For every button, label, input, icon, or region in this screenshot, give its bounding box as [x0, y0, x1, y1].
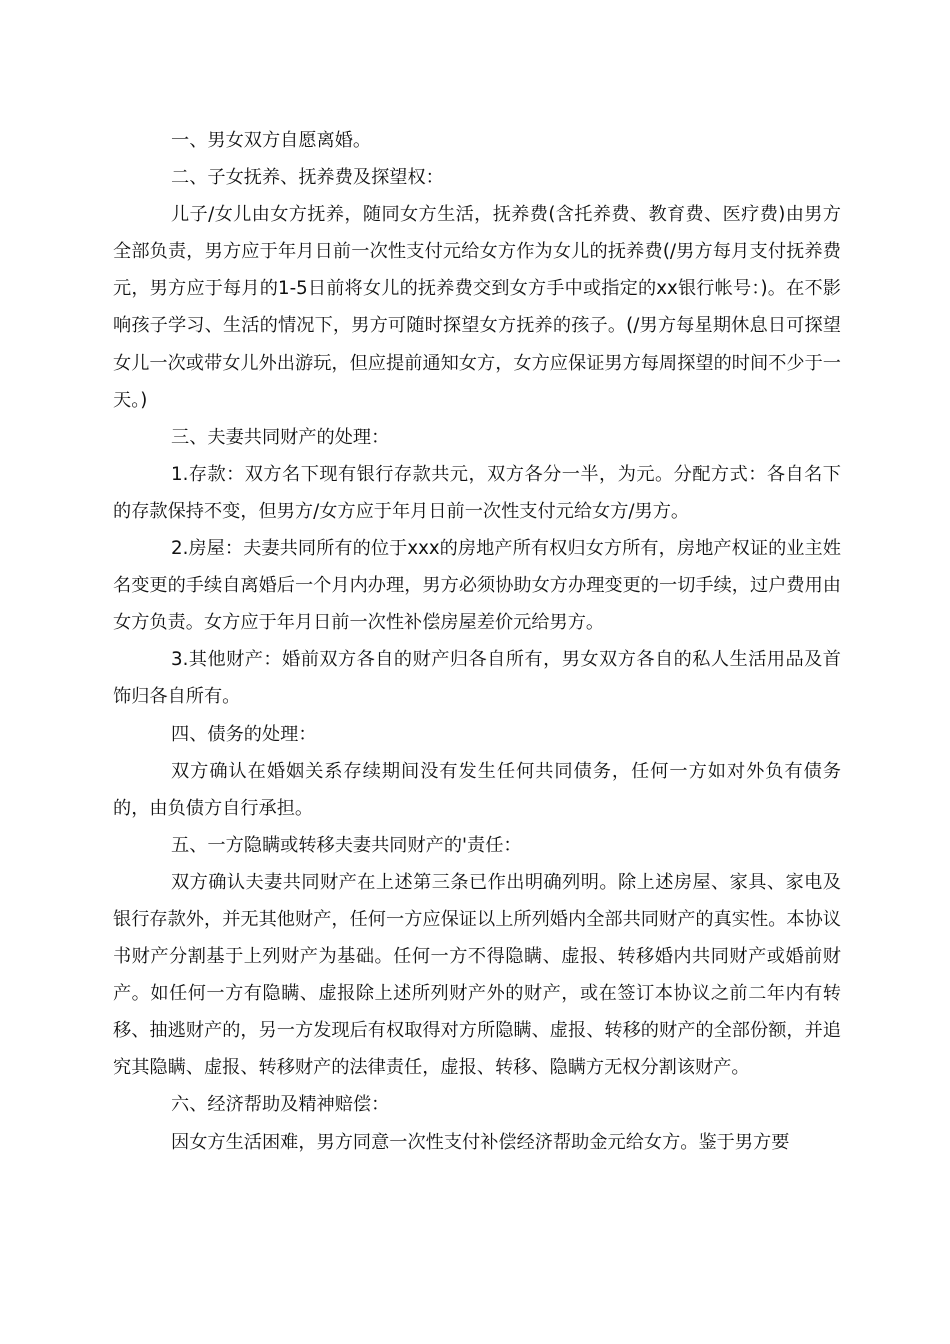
section-heading-concealment-liability: 五、一方隐瞒或转移夫妻共同财产的'责任：	[171, 834, 522, 856]
section-heading-joint-property: 三、夫妻共同财产的处理：	[171, 426, 390, 448]
paragraph-house: 2.房屋：夫妻共同所有的位于xxx的房地产所有权归女方所有，房地产权证的业主姓名变更的手续自离婚后一个月内办理，男方必须协助女方办理变更的一切手续，过户费用由女方负责。女方应于年月日前一次性补偿房屋差价元给男方。	[113, 538, 841, 634]
paragraph-other-property: 3.其他财产：婚前双方各自的财产归各自所有，男女双方各自的私人生活用品及首饰归各自所有。	[113, 649, 841, 708]
section-heading-economic-help: 六、经济帮助及精神赔偿：	[171, 1094, 390, 1116]
paragraph-concealment: 双方确认夫妻共同财产在上述第三条已作出明确列明。除上述房屋、家具、家电及银行存款外，并无其他财产，任何一方应保证以上所列婚内全部共同财产的真实性。本协议书财产分割基于上列财产为基础。任何一方不得隐瞒、虚报、转移婚内共同财产或婚前财产。如任何一方有隐瞒、虚报除上述所列财产外的财产，或在签订本协议之前二年内有转移、抽逃财产的，另一方发现后有权取得对方所隐瞒、虚报、转移的财产的全部份额，并追究其隐瞒、虚报、转移财产的法律责任，虚报、转移、隐瞒方无权分割该财产。	[113, 871, 841, 1079]
section-heading-child-custody: 二、子女抚养、抚养费及探望权：	[171, 167, 444, 189]
section-heading-voluntary-divorce: 一、男女双方自愿离婚。	[171, 130, 372, 151]
paragraph-economic-help: 因女方生活困难，男方同意一次性支付补偿经济帮助金元给女方。鉴于男方要	[171, 1131, 790, 1153]
document-body	[113, 122, 841, 1161]
section-heading-debts: 四、债务的处理：	[171, 723, 317, 745]
paragraph-debts: 双方确认在婚姻关系存续期间没有发生任何共同债务，任何一方如对外负有债务的，由负债方自行承担。	[113, 760, 841, 819]
paragraph-child-support: 儿子/女儿由女方抚养，随同女方生活，抚养费(含托养费、教育费、医疗费)由男方全部负责，男方应于年月日前一次性支付元给女方作为女儿的抚养费(/男方每月支付抚养费元，男方应于每月的1-5日前将女儿的抚养费交到女方手中或指定的xx银行帐号：)。在不影响孩子学习、生活的情况下，男方可随时探望女方抚养的孩子。(/男方每星期休息日可探望女儿一次或带女儿外出游玩，但应提前通知女方，女方应保证男方每周探望的时间不少于一天。)	[113, 204, 841, 411]
paragraph-deposits: 1.存款：双方名下现有银行存款共元，双方各分一半，为元。分配方式：各自名下的存款保持不变，但男方/女方应于年月日前一次性支付元给女方/男方。	[113, 463, 841, 522]
